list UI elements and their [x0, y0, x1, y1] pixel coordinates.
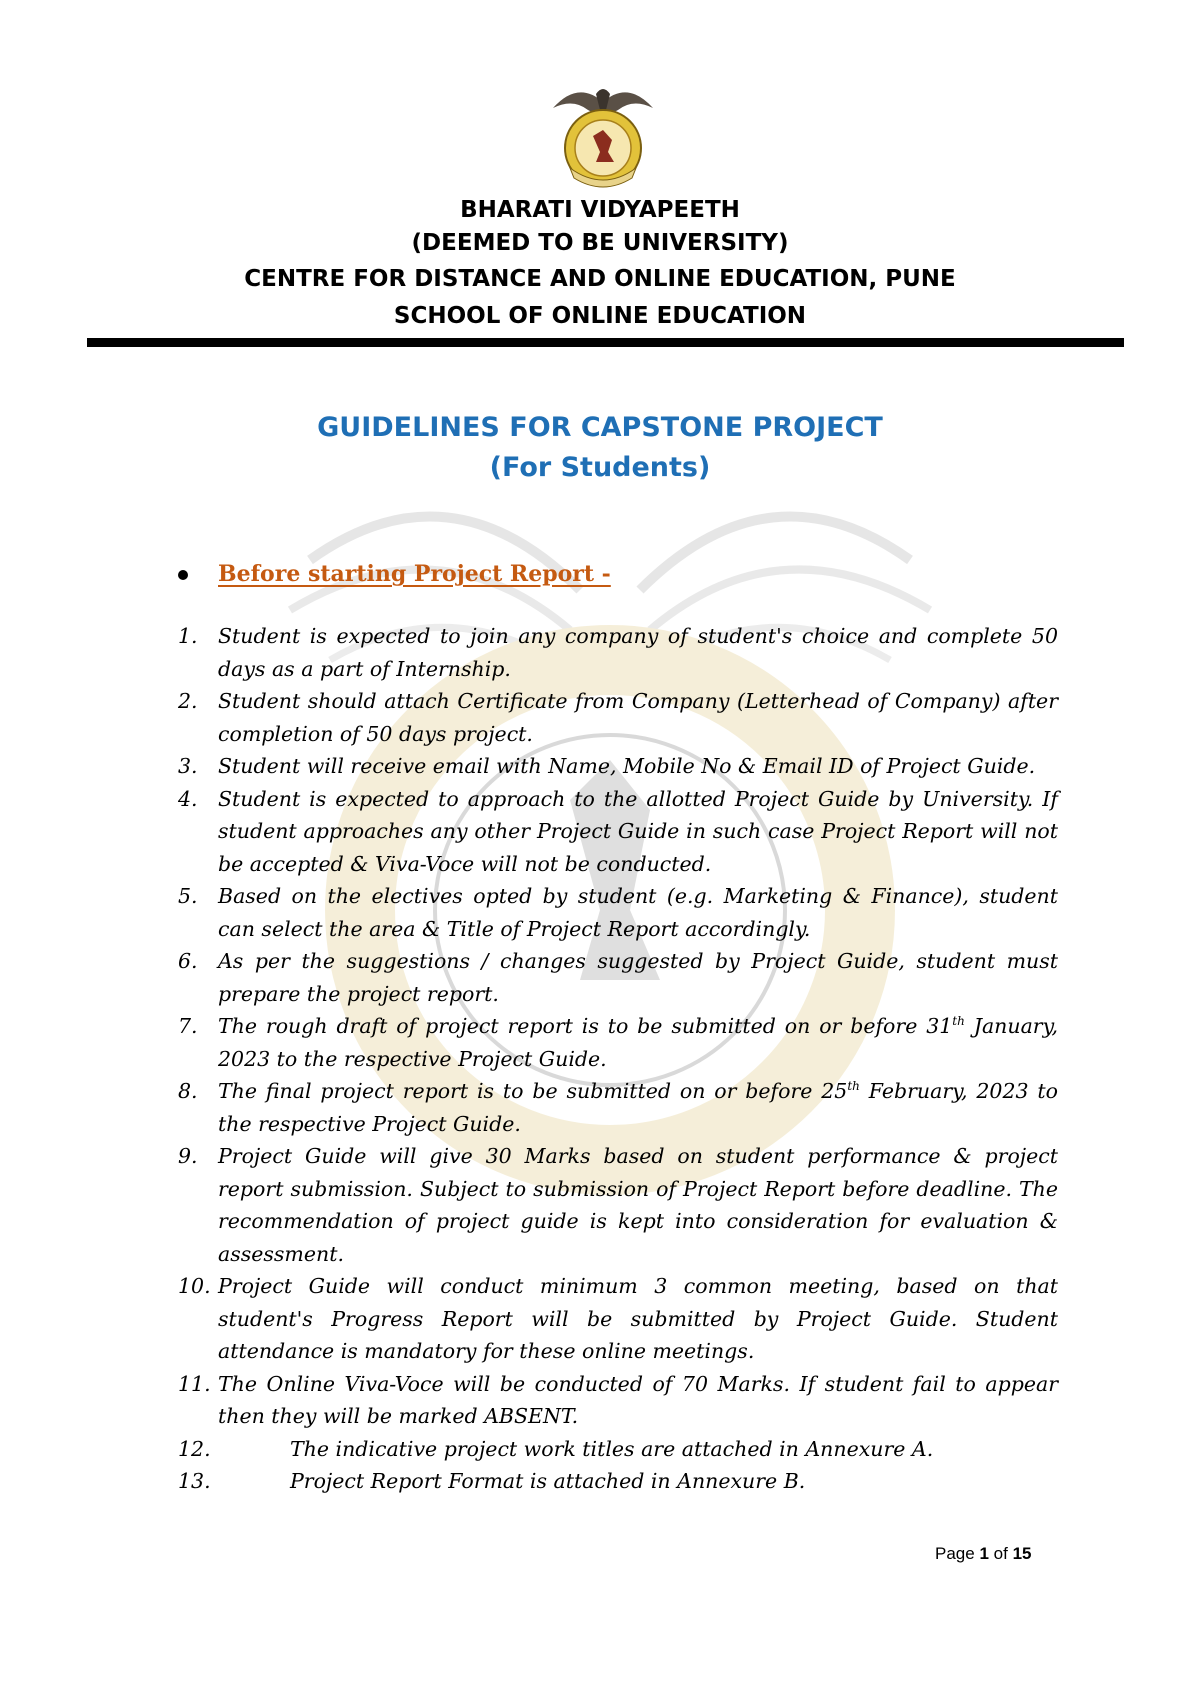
item-text: Project Report Format is attached in Annexure B.	[290, 1469, 806, 1493]
header-university-name: BHARATI VIDYAPEETH	[460, 197, 740, 223]
university-logo	[548, 80, 658, 192]
header-divider	[87, 338, 1124, 347]
list-item	[178, 1433, 1058, 1466]
ordinal-suffix: th	[952, 1014, 965, 1029]
item-number: 12.	[178, 1436, 211, 1461]
item-number: 3.	[178, 754, 198, 778]
page-word: Page	[935, 1544, 975, 1563]
list-item	[178, 1368, 1058, 1433]
item-text-part: The final project report is to be submitted on or before 25	[218, 1079, 848, 1103]
list-item	[178, 783, 1058, 881]
item-text: Project Guide will give 30 Marks based on student performance & project report submission. Subject to submission of Project Report before deadline. The recommendation of project guide is kept into consideration for evaluation & assessment.	[218, 1144, 1058, 1266]
item-text: Based on the electives opted by student (e.g. Marketing & Finance), student can select the area & Title of Project Report accordingly.	[218, 884, 1058, 941]
item-number: 9.	[178, 1144, 198, 1168]
item-number: 13.	[178, 1469, 211, 1493]
item-text	[218, 1075, 1058, 1140]
item-number: 11.	[178, 1371, 211, 1396]
item-number: 4.	[178, 786, 198, 811]
item-text: Student is expected to approach to the allotted Project Guide by University. If student approaches any other Project Guide in such case Project Report will not be accepted & Viva-Voce will not be conducted.	[218, 786, 1058, 876]
item-number: 5.	[178, 884, 198, 908]
item-text: Student will receive email with Name, Mobile No & Email ID of Project Guide.	[218, 754, 1036, 778]
list-item	[178, 1075, 1058, 1140]
ordinal-suffix: th	[847, 1079, 860, 1094]
item-number: 2.	[178, 689, 198, 713]
page-footer	[935, 1544, 1031, 1564]
item-text-part: January, 2023 to the respective Project Guide.	[218, 1014, 1058, 1071]
of-word: of	[993, 1544, 1008, 1563]
page-number: 1	[979, 1544, 989, 1563]
item-text: The indicative project work titles are attached in Annexure A.	[290, 1436, 934, 1461]
header-school-name: SCHOOL OF ONLINE EDUCATION	[393, 303, 807, 329]
item-text: The Online Viva-Voce will be conducted of 70 Marks. If student fail to appear then they will be marked ABSENT.	[218, 1371, 1058, 1428]
header-centre-name: CENTRE FOR DISTANCE AND ONLINE EDUCATION, PUNE	[244, 266, 956, 292]
guidelines-list	[178, 620, 1058, 1498]
item-text: Project Guide will conduct minimum 3 common meeting, based on that student's Progress Report will be submitted by Project Guide. Student attendance is mandatory for these online meetings.	[218, 1274, 1058, 1363]
item-text	[218, 1010, 1058, 1075]
item-number: 8.	[178, 1079, 198, 1103]
list-item	[178, 1465, 1058, 1498]
list-item	[178, 945, 1058, 1010]
list-item	[178, 1270, 1058, 1368]
list-item	[178, 685, 1058, 750]
header-deemed-university: (DEEMED TO BE UNIVERSITY)	[411, 230, 789, 256]
item-text: Student is expected to join any company of student's choice and complete 50 days as a part of Internship.	[218, 624, 1058, 681]
item-text: Student should attach Certificate from Company (Letterhead of Company) after completion of 50 days project.	[218, 689, 1058, 746]
list-item	[178, 1010, 1058, 1075]
list-item	[178, 750, 1058, 783]
item-text-part: The rough draft of project report is to be submitted on or before 31	[218, 1014, 953, 1038]
item-number: 7.	[178, 1014, 198, 1038]
page-total: 15	[1012, 1544, 1032, 1563]
bullet-icon	[178, 570, 188, 580]
list-item	[178, 620, 1058, 685]
item-number: 6.	[178, 949, 198, 973]
document-subtitle: (For Students)	[489, 452, 711, 483]
document-title: GUIDELINES FOR CAPSTONE PROJECT	[317, 412, 883, 443]
list-item	[178, 880, 1058, 945]
item-number: 10.	[178, 1274, 211, 1298]
item-number: 1.	[178, 624, 198, 648]
list-item	[178, 1140, 1058, 1270]
item-text-part: February, 2023 to the respective Project Guide.	[218, 1079, 1058, 1136]
section-heading-text: Before starting Project Report -	[218, 561, 611, 587]
item-text: As per the suggestions / changes suggested by Project Guide, student must prepare the project report.	[218, 949, 1058, 1006]
